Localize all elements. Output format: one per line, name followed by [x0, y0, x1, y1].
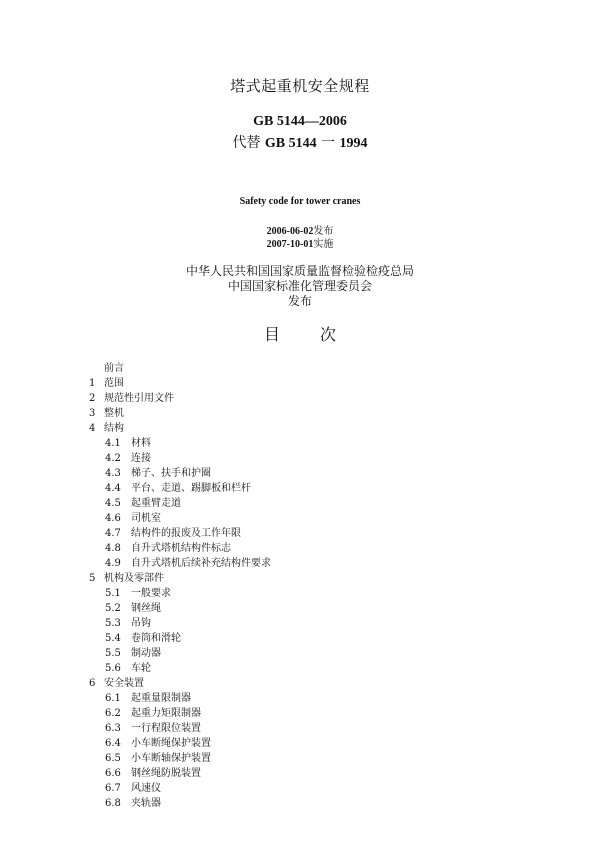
toc-entry-label: 钢丝绳: [131, 603, 161, 614]
toc-entry-label: 梯子、扶手和护圈: [131, 468, 211, 479]
replaces-year: 1994: [339, 136, 368, 151]
toc-entry-number: 4.4: [105, 483, 121, 494]
table-of-contents: [89, 361, 509, 811]
toc-entry[interactable]: [89, 736, 509, 751]
toc-entry[interactable]: [89, 631, 509, 646]
toc-entry[interactable]: [89, 481, 509, 496]
toc-entry-label: 吊钩: [131, 618, 151, 629]
toc-entry-label: 连接: [131, 453, 151, 464]
implement-label: 实施: [313, 239, 334, 250]
toc-entry-label: 机构及零部件: [104, 573, 164, 584]
implement-date: 2007-10-01: [266, 239, 314, 250]
toc-entry[interactable]: [89, 421, 509, 436]
toc-entry-label: 整机: [104, 408, 124, 419]
issue-date: 2006-06-02: [266, 226, 314, 237]
toc-entry[interactable]: [89, 496, 509, 511]
toc-entry-number: 3: [89, 408, 96, 419]
toc-entry-label: 自升式塔机后续补充结构件要求: [131, 558, 271, 569]
toc-entry-number: 4.3: [105, 468, 121, 479]
toc-entry-label: 制动器: [131, 648, 161, 659]
toc-entry-label: 一行程限位装置: [131, 723, 201, 734]
toc-entry-label: 司机室: [131, 513, 161, 524]
toc-entry[interactable]: [89, 391, 509, 406]
toc-entry-label: 风速仪: [131, 783, 161, 794]
toc-title-char-2: 次: [320, 325, 337, 344]
toc-entry-label: 车轮: [131, 663, 151, 674]
toc-entry-number: 6.8: [105, 798, 121, 809]
toc-title: [0, 322, 600, 345]
toc-entry-number: 6.7: [105, 783, 121, 794]
issue-label: 发布: [313, 226, 334, 237]
replaces-line: [0, 132, 600, 152]
toc-entry[interactable]: [89, 511, 509, 526]
toc-entry-number: 5.3: [105, 618, 121, 629]
toc-entry-label: 前言: [104, 363, 124, 374]
toc-entry-label: 小车断绳保护装置: [131, 738, 211, 749]
toc-entry-label: 一般要求: [131, 588, 171, 599]
replaces-dash: 一: [321, 135, 336, 151]
toc-entry-label: 夹轨器: [131, 798, 161, 809]
document-title-en: Safety code for tower cranes: [239, 196, 361, 207]
toc-entry-label: 安全装置: [104, 678, 144, 689]
toc-entry-label: 卷筒和滑轮: [131, 633, 181, 644]
toc-entry-number: 4.8: [105, 543, 121, 554]
issuer-sac: 中国国家标准化管理委员会: [227, 279, 372, 293]
toc-entry-number: 5.2: [105, 603, 121, 614]
toc-entry-number: 6.2: [105, 708, 121, 719]
toc-entry-number: 5: [89, 573, 96, 584]
toc-entry[interactable]: [89, 466, 509, 481]
toc-entry[interactable]: [89, 526, 509, 541]
toc-entry-number: 2: [89, 393, 96, 404]
standard-number: GB 5144—2006: [253, 114, 347, 129]
toc-entry-label: 起重臂走道: [131, 498, 181, 509]
replaces-number: GB 5144: [264, 136, 317, 151]
toc-entry-label: 平台、走道、踢脚板和栏杆: [131, 483, 251, 494]
toc-entry[interactable]: [89, 616, 509, 631]
toc-entry-number: 4.7: [105, 528, 121, 539]
toc-entry-label: 自升式塔机结构件标志: [131, 543, 231, 554]
toc-entry[interactable]: [89, 556, 509, 571]
issued-label: 发布: [287, 294, 312, 308]
toc-entry-number: 6: [89, 678, 96, 689]
toc-entry-label: 材料: [131, 438, 151, 449]
toc-entry[interactable]: [89, 436, 509, 451]
toc-entry[interactable]: [89, 721, 509, 736]
toc-entry[interactable]: [89, 406, 509, 421]
toc-entry-number: 4.5: [105, 498, 121, 509]
replaces-prefix: 代替: [232, 135, 261, 151]
toc-entry[interactable]: [89, 376, 509, 391]
toc-entry[interactable]: [89, 361, 509, 376]
toc-entry-number: 6.5: [105, 753, 121, 764]
toc-entry-label: 小车断轴保护装置: [131, 753, 211, 764]
toc-title-char-1: 目: [263, 325, 280, 344]
toc-entry[interactable]: [89, 646, 509, 661]
toc-entry-number: 6.4: [105, 738, 121, 749]
toc-entry-number: 4.2: [105, 453, 121, 464]
toc-entry[interactable]: [89, 751, 509, 766]
toc-entry-label: 规范性引用文件: [104, 393, 174, 404]
toc-entry-label: 结构: [104, 423, 124, 434]
toc-entry-number: 6.6: [105, 768, 121, 779]
toc-entry[interactable]: [89, 661, 509, 676]
toc-entry[interactable]: [89, 781, 509, 796]
toc-entry-number: 5.5: [105, 648, 121, 659]
toc-entry-label: 起重量限制器: [131, 693, 191, 704]
toc-entry[interactable]: [89, 571, 509, 586]
toc-entry-number: 4.1: [105, 438, 121, 449]
toc-entry-label: 结构件的报废及工作年限: [131, 528, 241, 539]
toc-entry[interactable]: [89, 601, 509, 616]
toc-entry[interactable]: [89, 706, 509, 721]
toc-entry-number: 5.4: [105, 633, 121, 644]
toc-entry-number: 1: [89, 378, 96, 389]
toc-entry-number: 4.9: [105, 558, 121, 569]
toc-entry-label: 钢丝绳防脱装置: [131, 768, 201, 779]
toc-entry[interactable]: [89, 541, 509, 556]
toc-entry-number: 4.6: [105, 513, 121, 524]
toc-entry[interactable]: [89, 766, 509, 781]
toc-entry-number: 5.1: [105, 588, 121, 599]
toc-entry[interactable]: [89, 451, 509, 466]
toc-entry-label: 范围: [104, 378, 124, 389]
toc-entry[interactable]: [89, 796, 509, 811]
document-title-cn: 塔式起重机安全规程: [230, 77, 370, 95]
toc-entry-label: 起重力矩限制器: [131, 708, 201, 719]
toc-entry-number: 6.1: [105, 693, 121, 704]
implement-date-line: [0, 235, 600, 250]
toc-entry[interactable]: [89, 676, 509, 691]
toc-entry[interactable]: [89, 691, 509, 706]
toc-entry-number: 6.3: [105, 723, 121, 734]
issuer-aqsiq: 中华人民共和国国家质量监督检验检疫总局: [185, 264, 414, 278]
toc-entry-number: 4: [89, 423, 96, 434]
toc-entry-number: 5.6: [105, 663, 121, 674]
toc-entry[interactable]: [89, 586, 509, 601]
